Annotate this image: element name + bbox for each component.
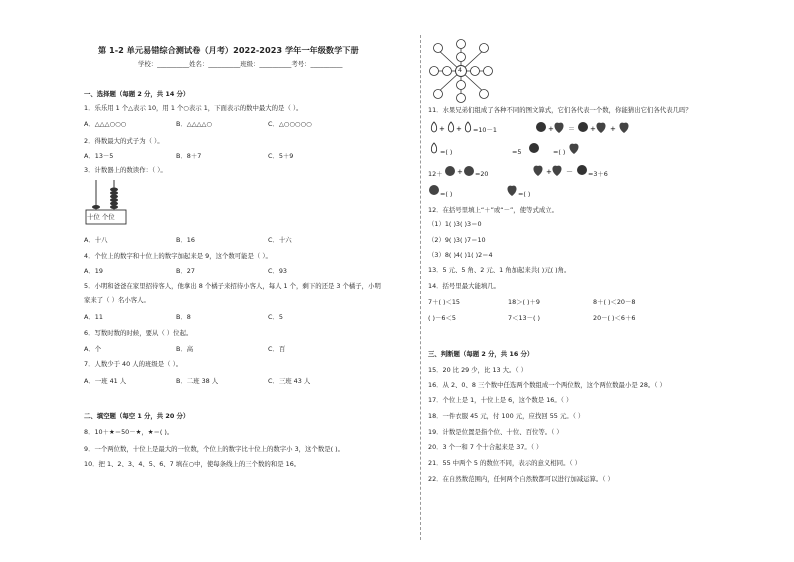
q5-option-c: C．5 (268, 313, 283, 321)
question-15: 15．20 比 29 少，比 13 大。（ ） (428, 366, 528, 374)
q3-option-a: A．十八 (84, 236, 108, 244)
svg-text:+: + (610, 125, 616, 133)
q7-option-c: C．三班 43 人 (268, 377, 311, 385)
q7-option-b: B．二班 38 人 (176, 377, 219, 385)
question-5: 5．小明和爸爸在家里招待客人，他拿出 8 个橘子来招待小客人，每人 1 个，剩下的还是 3 个橘子，小明 (84, 282, 381, 290)
question-10: 10．把 1、2、3、4、5、6、7 填在○中，使每条线上的三个数的和是 16。 (84, 460, 301, 468)
q14-item-6: 20－( )＜6＋6 (593, 314, 636, 322)
question-3: 3．计数器上的数读作：（ ）。 (84, 166, 167, 174)
question-19: 19．计数是位置是指个位、十位、百位等。（ ） (428, 428, 563, 436)
exam-title: 第 1-2 单元易错综合测试卷（月考）2022-2023 学年一年级数学下册 (98, 45, 359, 55)
fruit-eq3-result-a: =20 (475, 170, 489, 178)
question-7: 7．人数少于 40 人的班级是（ ）。 (84, 360, 183, 368)
q12-part-3: （3）8( )4( )1( )2＝4 (428, 251, 493, 259)
q6-option-a: A．个 (84, 345, 102, 353)
q14-item-1: 7＋( )＜15 (428, 298, 460, 306)
fruit-eq3-prefix: 12＋ (428, 170, 443, 178)
q4-option-b: B．27 (176, 267, 195, 275)
q7-option-a: A．一班 41 人 (84, 377, 127, 385)
q5-option-a: A．11 (84, 313, 103, 321)
question-11: 11．水果兄弟们组成了各种不同的图文算式，它们各代表一个数，你能猜出它们各代表几吗？ (428, 106, 692, 114)
q3-option-c: C．十六 (268, 236, 292, 244)
q1-option-c: C．△○○○○○ (268, 120, 312, 128)
fruit-equation-row-1 (428, 119, 678, 135)
svg-text:＝: ＝ (568, 125, 575, 133)
q14-item-2: 18＞( )＋9 (508, 298, 540, 306)
q3-option-b: B．16 (176, 236, 195, 244)
fruit-eq3-result-b: =3＋6 (588, 170, 608, 178)
fruit-eq1-result: =10－1 (473, 126, 497, 134)
question-16: 16．从 2、0、8 三个数中任选两个数组成一个两位数，这个两位数最小是 28。（ ） (428, 381, 666, 389)
question-13: 13．5 元、5 角、2 元、1 角加起来共( )元( )角。 (428, 266, 571, 274)
column-divider (420, 35, 421, 540)
svg-text:+: + (546, 168, 552, 176)
question-12: 12．在括号里填上“＋”或“－”，使等式成立。 (428, 206, 559, 214)
abacus-label: 十位 个位 (87, 213, 115, 221)
q2-option-b: B．8＋7 (176, 152, 202, 160)
section-judge-heading: 三、判断题（每题 2 分，共 16 分） (428, 350, 534, 358)
fruit-equation-row-3 (428, 162, 678, 178)
svg-text:+: + (439, 125, 445, 133)
svg-text:+: + (456, 125, 462, 133)
q12-part-1: （1）1( )3( )3＝0 (428, 220, 482, 228)
fruit-eq2-strawberry: =( ) (553, 148, 566, 156)
question-2: 2．得数最大的式子为（ ）。 (84, 137, 164, 145)
q14-item-3: 8＋( )＜20－8 (593, 298, 636, 306)
section-fill-heading: 二、填空题（每空 1 分，共 20 分） (84, 412, 190, 420)
q5-option-b: B．8 (176, 313, 191, 321)
section-choice-heading: 一、选择题（每题 2 分，共 14 分） (84, 90, 190, 98)
question-8: 8．10＋★＝50－★，★＝( )。 (84, 428, 174, 436)
q12-part-2: （2）9( )3( )7＝10 (428, 236, 486, 244)
svg-text:+: + (457, 168, 463, 176)
diagram-center-number: 4 (458, 66, 463, 74)
question-20: 20．3 个一和 7 个十合起来是 37。（ ） (428, 443, 543, 451)
q14-item-4: ( )－6＜5 (428, 314, 456, 322)
question-9: 9．一个两位数，十位上是最大的一位数，个位上的数字比十位上的数字小 3，这个数是( )。 (84, 445, 345, 453)
question-21: 21．55 中两个 5 的数位不同，表示的意义相同。（ ） (428, 459, 582, 467)
question-14: 14．括号里最大能填几。 (428, 282, 501, 290)
question-17: 17．个位上是 1，十位上是 6，这个数是 16。（ ） (428, 396, 573, 404)
svg-text:+: + (590, 125, 596, 133)
question-18: 18．一件衣服 45 元，付 100 元，应找回 55 元。（ ） (428, 412, 585, 420)
fruit-eq4-strawberry: =( ) (518, 190, 531, 198)
question-6: 6．写数时数的时候，要从（ ）位起。 (84, 329, 193, 337)
q2-option-c: C．5＋9 (268, 152, 294, 160)
svg-text:+: + (548, 125, 554, 133)
question-5-continued: 家来了（ ）名小客人。 (84, 296, 150, 304)
q1-option-a: A．△△△○○○ (84, 120, 127, 128)
fruit-eq2-pear: =( ) (440, 148, 453, 156)
q2-option-a: A．13－5 (84, 152, 114, 160)
question-4: 4．个位上的数字和十位上的数字加起来是 9，这个数可能是（ ）。 (84, 252, 272, 260)
question-1: 1．乐乐用 1 个△表示 10，用 1 个○表示 1，下面表示的数中最大的是（ ）。 (84, 104, 303, 112)
q6-option-b: B．高 (176, 345, 194, 353)
q14-item-5: 7＜13－( ) (508, 314, 540, 322)
fruit-eq4-apple: =( ) (440, 190, 453, 198)
q4-option-c: C．93 (268, 267, 287, 275)
question-22: 22．在自然数范围内，任何两个自然数都可以进行加减运算。（ ） (428, 475, 614, 483)
student-info-line: 学校：__________姓名：__________班级：__________考号：__________ (138, 60, 343, 68)
q6-option-c: C．百 (268, 345, 286, 353)
svg-text:－: － (566, 168, 573, 176)
q1-option-b: B．△△△△○ (176, 120, 213, 128)
q4-option-a: A．19 (84, 267, 103, 275)
fruit-eq2-melon: =5 (512, 148, 522, 156)
